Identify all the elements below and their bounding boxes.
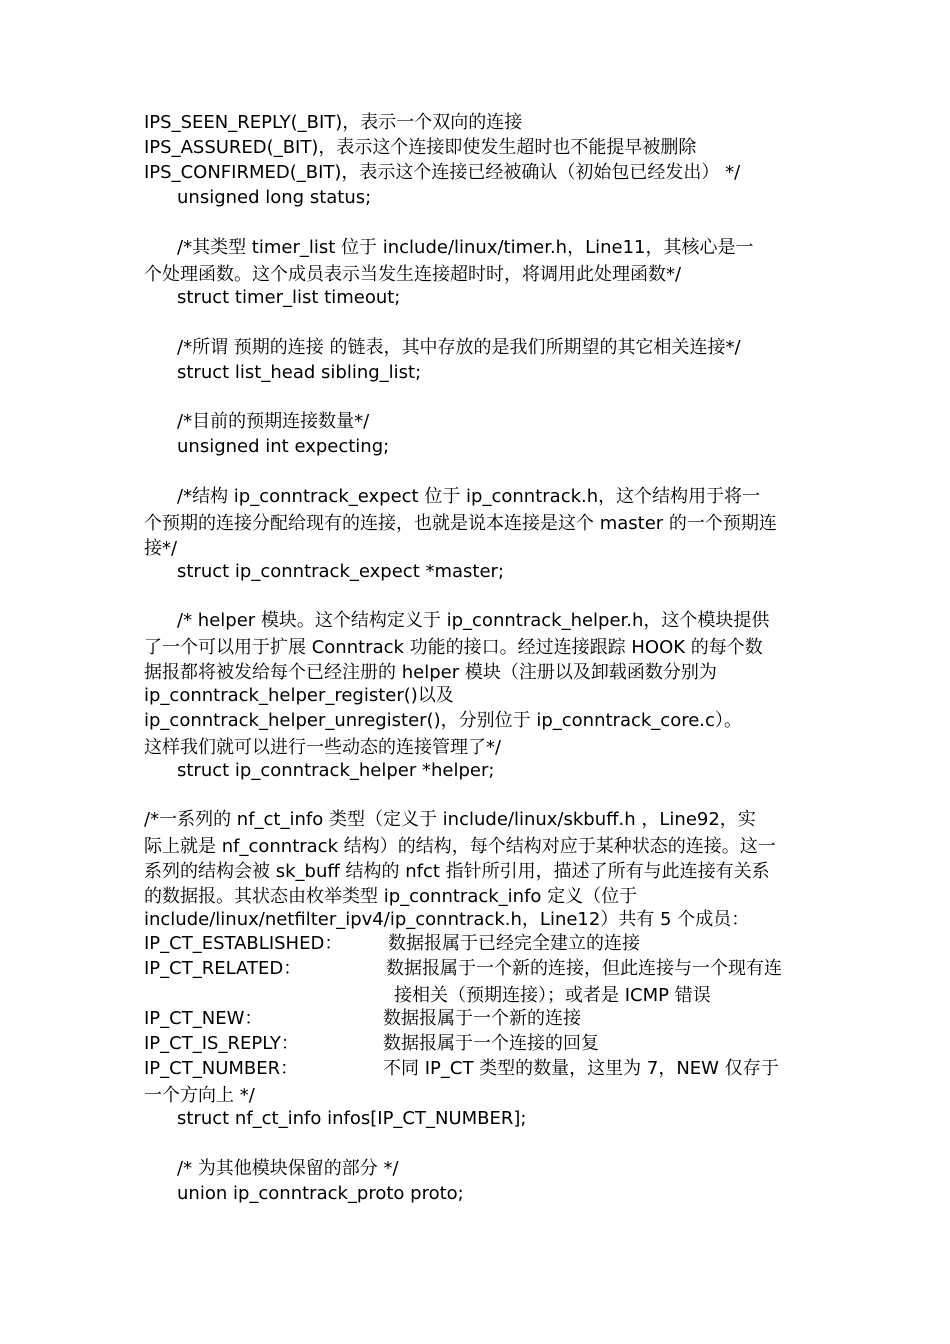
comment-line: ip_conntrack_helper_unregister()，分别位于 ip_conntrack_core.c）。 [144, 710, 742, 731]
comment-line: 据报都将被发给每个已经注册的 helper 模块（注册以及卸载函数分别为 [144, 662, 717, 683]
definition-desc: 数据报属于一个连接的回复 [383, 1033, 599, 1054]
text-line: IPS_ASSURED(_BIT)，表示这个连接即使发生超时也不能提早被删除 [144, 137, 697, 158]
comment-line: 一个方向上 */ [144, 1085, 255, 1106]
comment-line: /* helper 模块。这个结构定义于 ip_conntrack_helper.h，这个模块提供 [177, 610, 770, 631]
code-line: struct ip_conntrack_helper *helper; [177, 760, 495, 781]
comment-line: 这样我们就可以进行一些动态的连接管理了*/ [144, 737, 502, 758]
comment-line: /* 为其他模块保留的部分 */ [177, 1158, 399, 1179]
comment-line: /*一系列的 nf_ct_info 类型（定义于 include/linux/skbuff.h ，Line92，实 [144, 809, 756, 830]
definition-desc: 接相关（预期连接）；或者是 ICMP 错误 [394, 985, 711, 1006]
comment-line: 个预期的连接分配给现有的连接，也就是说本连接是这个 master 的一个预期连 [144, 513, 777, 534]
definition-term: IP_CT_NUMBER： [144, 1058, 299, 1079]
definition-term: IP_CT_NEW： [144, 1008, 263, 1029]
comment-line: ip_conntrack_helper_register()以及 [144, 685, 454, 706]
comment-line: 接*/ [144, 538, 178, 559]
code-line: union ip_conntrack_proto proto; [177, 1183, 464, 1204]
comment-line: include/linux/netfilter_ipv4/ip_conntrack.h，Line12）共有 5 个成员： [144, 909, 750, 930]
definition-desc: 数据报属于一个新的连接，但此连接与一个现有连 [386, 958, 782, 979]
code-line: struct list_head sibling_list; [177, 362, 422, 383]
definition-term: IP_CT_RELATED： [144, 958, 302, 979]
code-line: struct ip_conntrack_expect *master; [177, 561, 505, 582]
code-line: struct timer_list timeout; [177, 287, 401, 308]
comment-line: /*目前的预期连接数量*/ [177, 411, 370, 432]
code-line: unsigned int expecting; [177, 436, 390, 457]
comment-line: 的数据报。其状态由枚举类型 ip_conntrack_info 定义（位于 [144, 886, 638, 907]
text-line: IPS_SEEN_REPLY(_BIT)，表示一个双向的连接 [144, 112, 523, 133]
comment-line: 系列的结构会被 sk_buff 结构的 nfct 指针所引用，描述了所有与此连接有关系 [144, 861, 770, 882]
definition-desc: 数据报属于已经完全建立的连接 [388, 933, 640, 954]
comment-line: /*结构 ip_conntrack_expect 位于 ip_conntrack.h，这个结构用于将一 [177, 486, 761, 507]
comment-line: /*其类型 timer_list 位于 include/linux/timer.h，Line11，其核心是一 [177, 237, 754, 258]
definition-desc: 数据报属于一个新的连接 [383, 1008, 581, 1029]
code-line: struct nf_ct_info infos[IP_CT_NUMBER]; [177, 1108, 527, 1129]
code-line: unsigned long status; [177, 187, 372, 208]
comment-line: 个处理函数。这个成员表示当发生连接超时时，将调用此处理函数*/ [144, 264, 682, 285]
text-line: IPS_CONFIRMED(_BIT)，表示这个连接已经被确认（初始包已经发出） */ [144, 162, 741, 183]
definition-desc: 不同 IP_CT 类型的数量，这里为 7，NEW 仅存于 [383, 1058, 779, 1079]
definition-term: IP_CT_IS_REPLY： [144, 1033, 299, 1054]
comment-line: /*所谓 预期的连接 的链表，其中存放的是我们所期望的其它相关连接*/ [177, 337, 741, 358]
comment-line: 际上就是 nf_conntrack 结构）的结构，每个结构对应于某种状态的连接。这一 [144, 836, 776, 857]
comment-line: 了一个可以用于扩展 Conntrack 功能的接口。经过连接跟踪 HOOK 的每个数 [144, 637, 763, 658]
definition-term: IP_CT_ESTABLISHED： [144, 933, 343, 954]
